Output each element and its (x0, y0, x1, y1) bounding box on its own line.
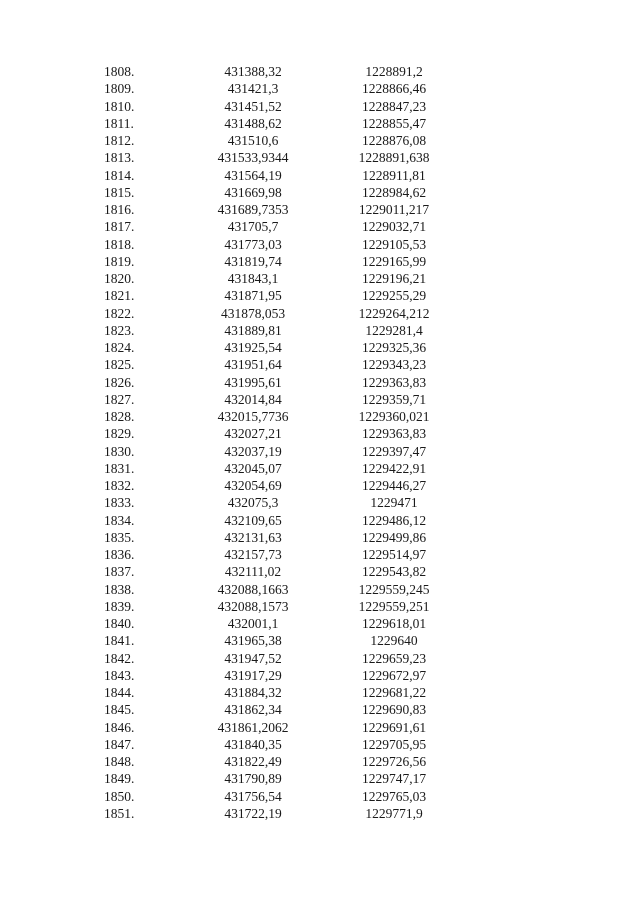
coordinate-y: 431533,9344 (217, 150, 289, 166)
table-row (0, 287, 640, 304)
coordinate-y: 431951,64 (224, 357, 282, 373)
coordinate-y: 432015,7736 (217, 409, 289, 424)
coordinate-y: 431722,19 (224, 805, 282, 821)
coordinate-y: 431917,29 (224, 667, 282, 683)
table-row (0, 132, 640, 149)
point-number: 1810. (104, 98, 135, 114)
table-row (0, 494, 640, 511)
coordinate-y: 431889,81 (224, 322, 282, 338)
coordinate-x: 1229705,95 (361, 736, 427, 752)
coordinate-x: 1229446,27 (361, 478, 427, 493)
point-number: 1823. (104, 322, 135, 338)
coordinate-x: 1229264,212 (358, 305, 430, 321)
point-number: 1842. (104, 650, 135, 666)
point-number: 1820. (104, 271, 135, 286)
point-number: 1835. (104, 529, 135, 545)
coordinate-x: 1229359,71 (361, 391, 427, 407)
table-row (0, 753, 640, 770)
table-row (0, 270, 640, 287)
coordinate-y: 431689,7353 (217, 202, 289, 217)
coordinate-x: 1229618,01 (361, 616, 427, 631)
coordinate-y: 431884,32 (224, 685, 282, 700)
coordinate-y: 431822,49 (224, 754, 282, 769)
coordinate-x: 1228876,08 (361, 133, 427, 148)
table-row (0, 115, 640, 132)
table-row (0, 356, 640, 373)
table-row (0, 218, 640, 235)
table-row (0, 391, 640, 408)
coordinate-x: 1229672,97 (361, 667, 427, 683)
coordinate-x: 1228911,81 (362, 167, 426, 183)
point-number: 1815. (104, 184, 135, 200)
coordinate-y: 432111,02 (224, 564, 282, 580)
coordinate-y: 431925,54 (224, 340, 282, 355)
point-number: 1821. (104, 288, 135, 304)
coordinate-y: 432027,21 (224, 426, 282, 442)
coordinate-y: 431840,35 (224, 736, 282, 752)
table-row (0, 253, 640, 270)
coordinate-x: 1229363,83 (361, 374, 427, 390)
table-row (0, 477, 640, 494)
table-row (0, 770, 640, 787)
table-row (0, 581, 640, 598)
point-number: 1818. (104, 236, 135, 252)
coordinate-y: 431510,6 (227, 133, 279, 148)
table-row (0, 305, 640, 322)
coordinate-y: 431773,03 (224, 236, 282, 252)
point-number: 1831. (104, 460, 135, 476)
point-number: 1834. (104, 512, 135, 528)
table-row (0, 650, 640, 667)
point-number: 1843. (104, 667, 135, 683)
coordinate-x: 1228866,46 (361, 81, 427, 97)
table-row (0, 632, 640, 649)
coordinate-x: 1229255,29 (361, 288, 427, 304)
coordinate-x: 1229486,12 (361, 512, 427, 528)
coordinate-x: 1229165,99 (361, 253, 427, 269)
point-number: 1833. (104, 495, 135, 511)
table-row (0, 684, 640, 701)
point-number: 1845. (104, 702, 135, 718)
coordinate-x: 1229397,47 (361, 443, 427, 459)
coordinate-y: 432014,84 (224, 391, 282, 407)
coordinate-x: 1229343,23 (361, 357, 427, 373)
coordinate-y: 431878,053 (220, 305, 286, 321)
coordinate-x: 1229196,21 (361, 271, 427, 286)
coordinate-x: 1229726,56 (361, 754, 427, 769)
point-number: 1824. (104, 340, 135, 355)
point-number: 1809. (104, 81, 135, 97)
coordinate-y: 431388,32 (224, 64, 282, 79)
point-number: 1822. (104, 305, 135, 321)
coordinate-x: 1229011,217 (358, 202, 430, 217)
coordinate-y: 431756,54 (224, 788, 282, 804)
point-number: 1829. (104, 426, 135, 442)
coordinate-x: 1229771,9 (365, 805, 423, 821)
coordinate-x: 1229765,03 (361, 788, 427, 804)
point-number: 1830. (104, 443, 135, 459)
coordinate-x: 1228891,2 (365, 64, 423, 79)
coordinate-y: 431790,89 (224, 771, 282, 787)
coordinate-y: 432075,3 (227, 495, 279, 511)
coordinate-x: 1229281,4 (365, 322, 423, 338)
coordinate-x: 1229514,97 (361, 547, 427, 562)
coordinate-y: 432045,07 (224, 460, 282, 476)
table-row (0, 719, 640, 736)
table-row (0, 512, 640, 529)
coordinate-y: 431488,62 (224, 115, 282, 131)
table-row (0, 322, 640, 339)
point-number: 1849. (104, 771, 135, 787)
coordinate-y: 432054,69 (224, 478, 282, 493)
coordinate-y: 431871,95 (224, 288, 282, 304)
point-number: 1811. (104, 115, 134, 131)
point-number: 1808. (104, 64, 135, 79)
table-row (0, 339, 640, 356)
coordinate-x: 1229032,71 (361, 219, 427, 235)
table-row (0, 443, 640, 460)
table-row (0, 667, 640, 684)
point-number: 1817. (104, 219, 135, 235)
coordinate-x: 1229691,61 (361, 719, 427, 735)
table-row (0, 529, 640, 546)
point-number: 1847. (104, 736, 135, 752)
table-row (0, 184, 640, 201)
coordinate-x: 1228891,638 (358, 150, 430, 166)
table-row (0, 460, 640, 477)
point-number: 1819. (104, 253, 135, 269)
coordinate-x: 1228855,47 (361, 115, 427, 131)
point-number: 1851. (104, 805, 135, 821)
point-number: 1839. (104, 598, 135, 614)
point-number: 1827. (104, 391, 135, 407)
point-number: 1846. (104, 719, 135, 735)
coordinate-y: 431564,19 (224, 167, 282, 183)
coordinate-y: 431995,61 (224, 374, 282, 390)
table-row (0, 736, 640, 753)
coordinate-y: 431669,98 (224, 184, 282, 200)
coordinate-y: 431451,52 (224, 98, 282, 114)
coordinate-x: 1229559,251 (358, 598, 430, 614)
coordinate-y: 431947,52 (224, 650, 282, 666)
coordinate-x: 1229659,23 (361, 650, 427, 666)
coordinate-x: 1229559,245 (358, 581, 430, 597)
coordinate-x: 1229360,021 (358, 409, 430, 424)
table-row (0, 563, 640, 580)
coordinate-y: 431843,1 (227, 271, 279, 286)
coordinate-y: 431705,7 (227, 219, 279, 235)
table-row (0, 805, 640, 822)
coordinate-y: 431861,2062 (217, 719, 289, 735)
table-row (0, 167, 640, 184)
point-number: 1828. (104, 409, 135, 424)
table-row (0, 788, 640, 805)
point-number: 1838. (104, 581, 135, 597)
table-row (0, 236, 640, 253)
table-row (0, 374, 640, 391)
coordinate-x: 1228847,23 (361, 98, 427, 114)
coordinate-x: 1229105,53 (361, 236, 427, 252)
point-number: 1844. (104, 685, 135, 700)
coordinate-y: 432088,1573 (217, 598, 289, 614)
point-number: 1832. (104, 478, 135, 493)
coordinate-y: 432131,63 (224, 529, 282, 545)
point-number: 1837. (104, 564, 135, 580)
table-row (0, 98, 640, 115)
point-number: 1836. (104, 547, 135, 562)
coordinate-y: 432157,73 (224, 547, 282, 562)
table-row (0, 149, 640, 166)
coordinate-x: 1229640 (370, 633, 418, 649)
point-number: 1814. (104, 167, 135, 183)
point-number: 1841. (104, 633, 135, 649)
table-row (0, 63, 640, 80)
coordinate-x: 1229747,17 (361, 771, 427, 787)
point-number: 1840. (104, 616, 135, 631)
point-number: 1826. (104, 374, 135, 390)
coordinate-x: 1229471 (370, 495, 418, 511)
coordinate-y: 432109,65 (224, 512, 282, 528)
table-row (0, 80, 640, 97)
point-number: 1816. (104, 202, 135, 217)
coordinate-y: 432001,1 (227, 616, 279, 631)
point-number: 1812. (104, 133, 135, 148)
table-row (0, 425, 640, 442)
table-row (0, 201, 640, 218)
table-row (0, 598, 640, 615)
coordinate-x: 1229543,82 (361, 564, 427, 580)
coordinate-x: 1229681,22 (361, 685, 427, 700)
table-row (0, 701, 640, 718)
table-row (0, 408, 640, 425)
table-row (0, 546, 640, 563)
table-row (0, 615, 640, 632)
coordinate-x: 1229499,86 (361, 529, 427, 545)
coordinate-x: 1229422,91 (361, 460, 427, 476)
coordinate-x: 1229690,83 (361, 702, 427, 718)
coordinate-x: 1229325,36 (361, 340, 427, 355)
coordinate-y: 432037,19 (224, 443, 282, 459)
point-number: 1850. (104, 788, 135, 804)
point-number: 1813. (104, 150, 135, 166)
coordinate-y: 431862,34 (224, 702, 282, 718)
point-number: 1825. (104, 357, 135, 373)
coordinate-table (0, 63, 640, 822)
coordinate-y: 431965,38 (224, 633, 282, 649)
coordinate-y: 431421,3 (227, 81, 279, 97)
point-number: 1848. (104, 754, 135, 769)
coordinate-y: 431819,74 (224, 253, 282, 269)
coordinate-x: 1228984,62 (361, 184, 427, 200)
coordinate-y: 432088,1663 (217, 581, 289, 597)
coordinate-x: 1229363,83 (361, 426, 427, 442)
